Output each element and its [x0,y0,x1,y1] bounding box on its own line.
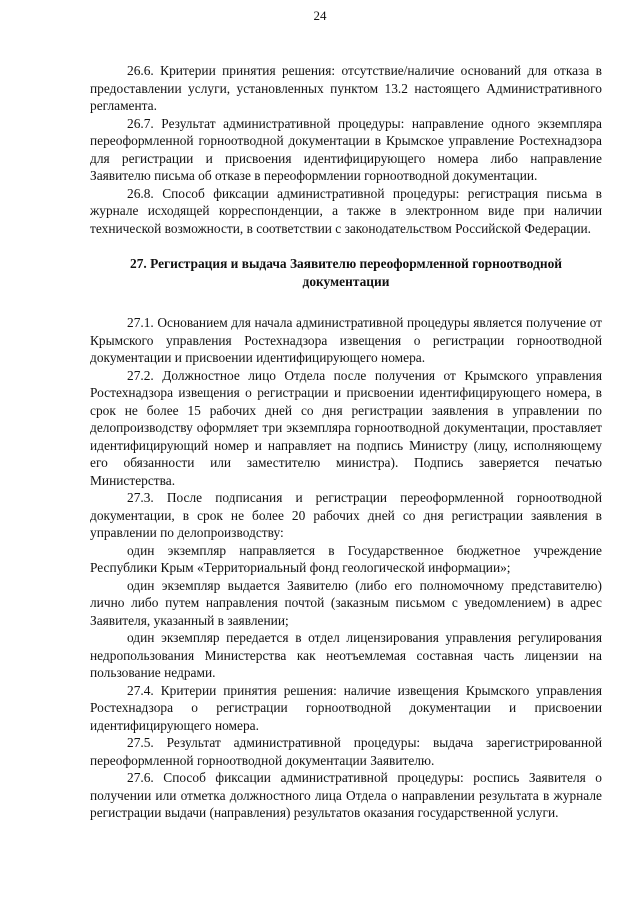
list-item-applicant: один экземпляр выдается Заявителю (либо его полномочному представителю) лично либо путем направления почтой (заказным письмом с уведомлением) в адрес Заявителя, указанный в заявлении; [90,577,602,628]
paragraph-27-5: 27.5. Результат административной процедуры: выдача зарегистрированной переоформленной горноотводной документации Заявителю. [90,735,602,768]
list-item-licensing: один экземпляр передается в отдел лицензирования управления регулирования недропользования Министерства как неотъемлемая составная часть лицензии на пользование недрами. [90,630,602,680]
paragraph-27-2: 27.2. Должностное лицо Отдела после получения от Крымского управления Ростехнадзора извещения о регистрации и присвоении идентифицирующего номера, в срок не более 15 рабочих дней со дня регистрации заявления в управлении по делопроизводству оформляет три экземпляра горноотводной документации, проставляет идентифицирующий номер и направляет на подпись Министру (лицу, исполняющему его обязанности или заместителю министра). Подпись заверяется печатью Министерства. [90,367,602,488]
page-number: 24 [313,8,327,23]
paragraph-26-7: 26.7. Результат административной процедуры: направление одного экземпляра переоформленной горноотводной документации в Крымское управление Ростехнадзора для регистрации и присвоения идентифицирующего номера либо направление Заявителю письма об отказе в переоформлении горноотводной документации. [90,115,602,183]
paragraph-27-1: 27.1. Основанием для начала административной процедуры является получение от Крымского управления Ростехнадзора извещения о регистрации горноотводной документации и присвоении идентифицирующего номера. [90,315,602,365]
paragraph-27-3: 27.3. После подписания и регистрации переоформленной горноотводной документации, в срок не более 20 рабочих дней со дня регистрации заявления в управлении по делопроизводству: [90,490,602,540]
paragraph-26-8: 26.8. Способ фиксации административной процедуры: регистрация письма в журнале исходящей корреспонденции, а также в электронном виде при наличии технической возможности, в соответствии с законодательством Российской Федерации. [90,185,602,236]
paragraph-27-4: 27.4. Критерии принятия решения: наличие извещения Крымского управления Ростехнадзора о регистрации горноотводной документации и присвоении идентифицирующего номера. [90,682,602,733]
paragraph-26-6: 26.6. Критерии принятия решения: отсутствие/наличие оснований для отказа в предоставлении услуги, установленных пунктом 13.2 настоящего Административного регламента. [90,63,602,113]
paragraph-27-6: 27.6. Способ фиксации административной процедуры: роспись Заявителя о получении или отметка должностного лица Отдела о направлении результата в журнале регистрации выдачи (направления) результатов оказания государственной услуги. [90,770,602,820]
section-title: 27. Регистрация и выдача Заявителю переоформленной горноотводной документации [130,256,562,289]
list-item-fund: один экземпляр направляется в Государственное бюджетное учреждение Республики Крым «Территориальный фонд геологической информации»; [90,542,602,575]
document-body [90,62,602,822]
